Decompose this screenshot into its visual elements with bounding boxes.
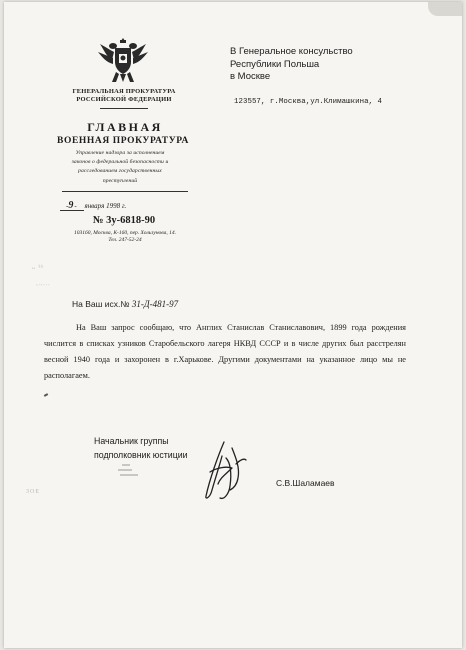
registration-number: № 3у-6818-90 — [92, 215, 156, 226]
signatory-title — [94, 434, 188, 462]
faded-stamp-text-2: ᵉ ʲ ᵉ ᵛ ʳ ʳ — [36, 284, 50, 289]
org-line: ГЕНЕРАЛЬНАЯ ПРОКУРАТУРА — [72, 88, 176, 95]
department-name — [34, 149, 206, 186]
recipient-line: В Генеральное консульство — [230, 46, 353, 57]
header-divider — [100, 108, 148, 109]
reference-line — [72, 299, 178, 309]
letterhead-title: ГЛАВНАЯ — [87, 120, 163, 134]
signatory-title-line: Начальник группы — [94, 436, 169, 446]
recipient-line: в Москве — [230, 71, 271, 82]
address-line: Тел. 247-52-24 — [108, 237, 142, 243]
scan-corner-mark — [428, 2, 462, 16]
date-divider — [62, 191, 188, 192]
sender-address — [40, 230, 210, 244]
recipient-block — [230, 46, 353, 84]
date-day-field: -9- — [60, 202, 84, 211]
recipient-line: Республики Польша — [230, 58, 320, 70]
double-headed-eagle-icon — [96, 32, 150, 86]
letter-body — [44, 320, 406, 384]
address-line: 103160, Москва, К-160, пер. Хользунова, 14. — [73, 230, 177, 236]
body-paragraph: На Ваш запрос сообщаю, что Англих Станислав Станиславович, 1899 года рождения числится в списках узников Старобельского лагеря НКВД СССР и в числе других был расстрелян весной 1940 года и захоронен в г.Харькове. Другими документами на указанное лицо мы не располагаем. — [44, 323, 406, 380]
faded-margin-mark: ЗОЕ — [26, 489, 41, 495]
date-day: 9 — [68, 200, 75, 211]
letter-date — [60, 200, 126, 211]
signatory-name: С.В.Шаламаев — [276, 478, 335, 488]
department-line: расследованием государственных — [78, 168, 162, 175]
pen-mark — [44, 393, 48, 397]
handwritten-signature-icon — [196, 438, 248, 504]
date-month-year: января 1998 г. — [84, 202, 127, 210]
faded-stamp-text: ᴗ ʰʰ — [32, 265, 45, 271]
faded-stamp-mark — [108, 462, 148, 480]
signatory-title-line: подполковник юстиции — [94, 450, 188, 460]
reference-number: 31-Д-481-97 — [131, 299, 179, 309]
department-line: Управление надзора за исполнением — [75, 150, 165, 156]
department-line: преступлений — [102, 177, 138, 184]
letterhead-subtitle: ВОЕННАЯ ПРОКУРАТУРА — [57, 136, 189, 146]
reference-prefix: На Ваш исх.№ — [72, 299, 130, 309]
department-line: законов о федеральной безопасности и — [71, 159, 169, 166]
letter-page — [4, 2, 462, 648]
organization-name — [54, 88, 194, 104]
recipient-address: 123557, г.Москва,ул.Климашкина, 4 — [234, 98, 383, 106]
org-line: РОССИЙСКОЙ ФЕДЕРАЦИИ — [76, 96, 172, 103]
